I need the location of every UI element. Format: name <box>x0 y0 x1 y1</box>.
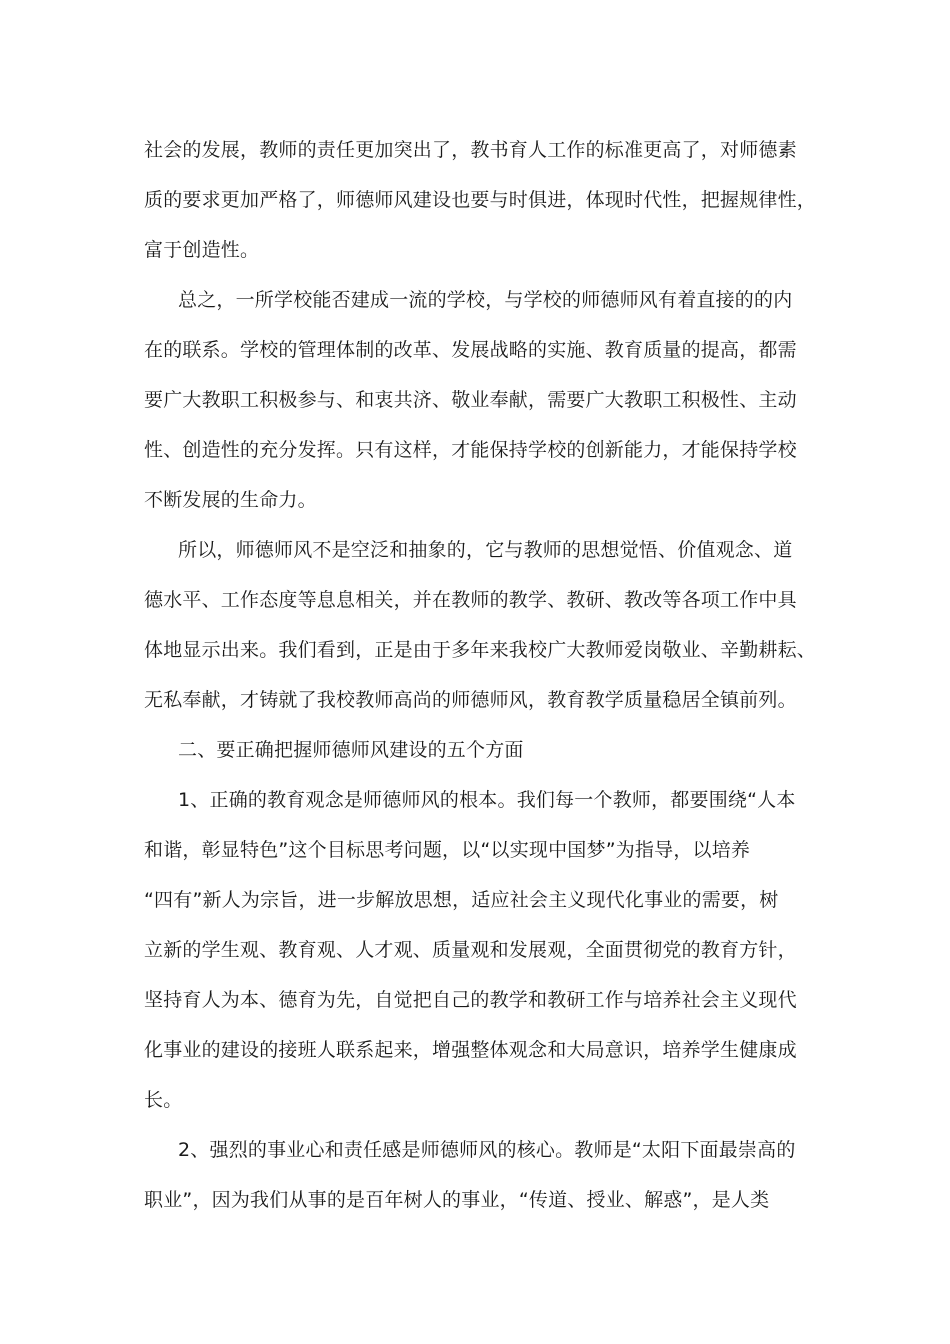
text-line: 长。 <box>144 1089 183 1111</box>
text-line: 坚持育人为本、德育为先，自觉把自己的教学和教研工作与培养社会主义现代 <box>144 989 797 1011</box>
text-line: 质的要求更加严格了，师德师风建设也要与时俱进，体现时代性，把握规律性， <box>144 189 817 211</box>
text-line: “四有”新人为宗旨，进一步解放思想，适应社会主义现代化事业的需要，树 <box>144 889 779 911</box>
text-line: 无私奉献，才铸就了我校教师高尚的师德师风，教育教学质量稳居全镇前列。 <box>144 689 797 711</box>
text-line: 不断发展的生命力。 <box>144 489 317 511</box>
text-line: 在的联系。学校的管理体制的改革、发展战略的实施、教育质量的提高，都需 <box>144 339 797 361</box>
paragraph-first-line: 总之，一所学校能否建成一流的学校，与学校的师德师风有着直接的的内 <box>178 289 793 311</box>
section-heading: 二、要正确把握师德师风建设的五个方面 <box>178 739 524 761</box>
text-line: 性、创造性的充分发挥。只有这样，才能保持学校的创新能力，才能保持学校 <box>144 439 797 461</box>
text-line: 和谐，彰显特色”这个目标思考问题，以“以实现中国梦”为指导，以培养 <box>144 839 751 861</box>
paragraph-first-line: 2、强烈的事业心和责任感是师德师风的核心。教师是“太阳下面最崇高的 <box>178 1139 796 1161</box>
text-line: 立新的学生观、教育观、人才观、质量观和发展观，全面贯彻党的教育方针， <box>144 939 797 961</box>
paragraph-first-line: 所以，师德师风不是空泛和抽象的，它与教师的思想觉悟、价值观念、道 <box>178 539 793 561</box>
text-line: 化事业的建设的接班人联系起来，增强整体观念和大局意识，培养学生健康成 <box>144 1039 797 1061</box>
paragraph-first-line: 1、正确的教育观念是师德师风的根本。我们每一个教师，都要围绕“人本 <box>178 789 796 811</box>
text-line: 社会的发展，教师的责任更加突出了，教书育人工作的标准更高了，对师德素 <box>144 139 797 161</box>
text-line: 体地显示出来。我们看到，正是由于多年来我校广大教师爱岗敬业、辛勤耕耘、 <box>144 639 817 661</box>
text-line: 富于创造性。 <box>144 239 260 261</box>
text-line: 职业”，因为我们从事的是百年树人的事业，“传道、授业、解惑”，是人类 <box>144 1189 770 1211</box>
document-body <box>144 125 817 1225</box>
text-line: 德水平、工作态度等息息相关，并在教师的教学、教研、教改等各项工作中具 <box>144 589 797 611</box>
text-line: 要广大教职工积极参与、和衷共济、敬业奉献，需要广大教职工积极性、主动 <box>144 389 797 411</box>
